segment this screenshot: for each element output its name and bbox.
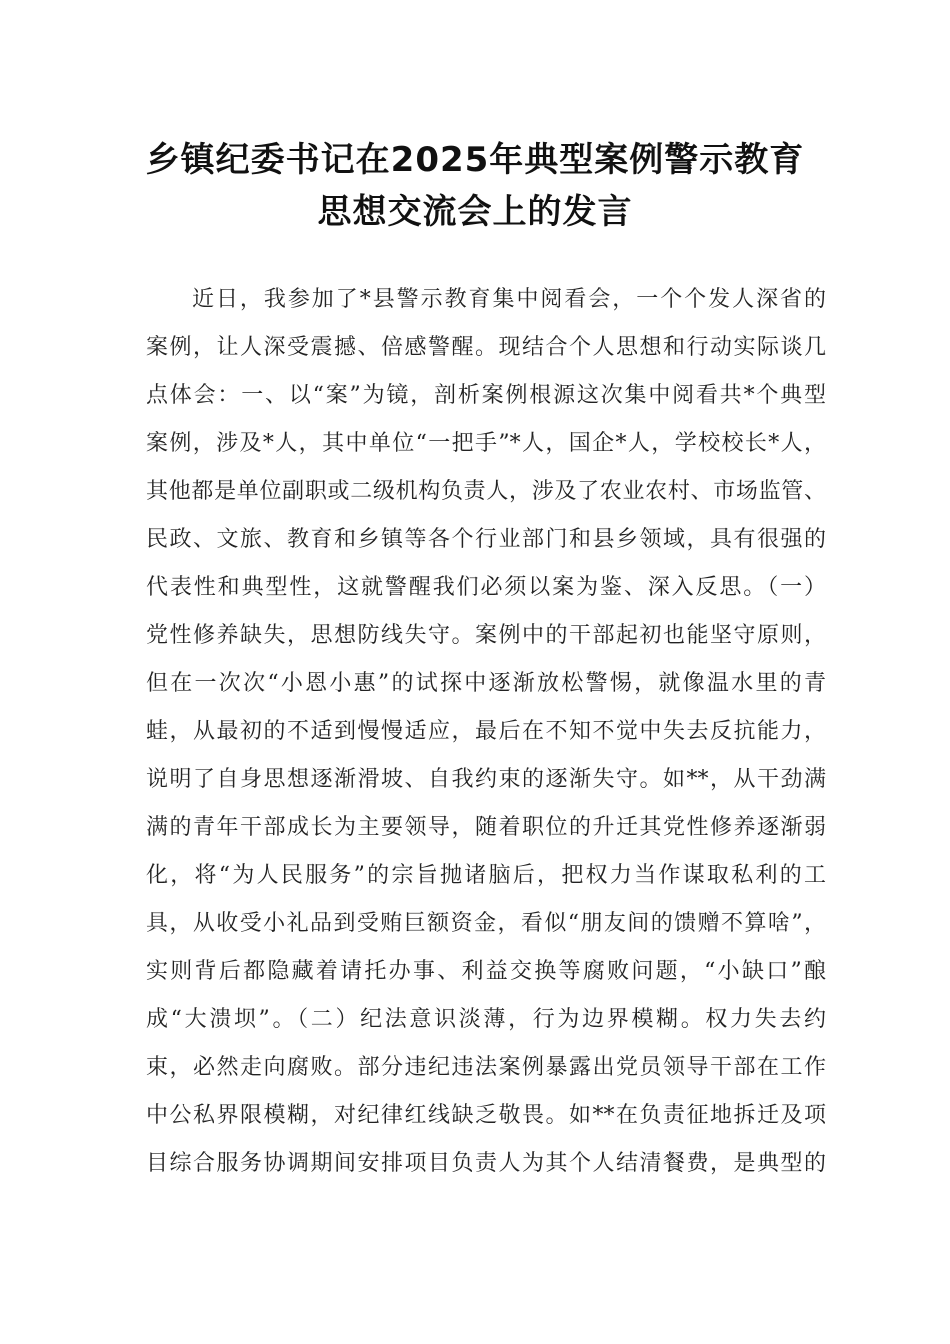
paragraph-line: 案例，让人深受震撼、倍感警醒。现结合个人思想和行动实际谈几 xyxy=(146,335,826,360)
paragraph-line: 中公私界限模糊，对纪律红线缺乏敬畏。如**在负责征地拆迁及项 xyxy=(146,1103,826,1128)
paragraph-line: 民政、文旅、教育和乡镇等各个行业部门和县乡领域，具有很强的 xyxy=(146,527,826,552)
paragraph-line: 蛙，从最初的不适到慢慢适应，最后在不知不觉中失去反抗能力， xyxy=(146,719,826,744)
paragraph-line: 满的青年干部成长为主要领导，随着职位的升迁其党性修养逐渐弱 xyxy=(146,815,826,840)
paragraph-line: 代表性和典型性，这就警醒我们必须以案为鉴、深入反思。（一） xyxy=(146,575,826,600)
paragraph-line: 近日，我参加了*县警示教育集中阅看会，一个个发人深省的 xyxy=(192,287,826,312)
paragraph-line: 具，从收受小礼品到受贿巨额资金，看似“朋友间的馈赠不算啥”， xyxy=(146,911,826,936)
document-title-line-1: 乡镇纪委书记在2025年典型案例警示教育 xyxy=(145,140,805,180)
document-title-line-2: 思想交流会上的发言 xyxy=(317,192,633,232)
document-body xyxy=(146,281,826,1193)
paragraph-line: 实则背后都隐藏着请托办事、利益交换等腐败问题，“小缺口”酿 xyxy=(146,959,826,984)
paragraph-line: 点体会：一、以“案”为镜，剖析案例根源这次集中阅看共*个典型 xyxy=(146,383,826,408)
paragraph-line: 成“大溃坝”。（二）纪法意识淡薄，行为边界模糊。权力失去约 xyxy=(146,1007,826,1032)
paragraph-line: 党性修养缺失，思想防线失守。案例中的干部起初也能坚守原则， xyxy=(146,623,826,648)
paragraph-line: 其他都是单位副职或二级机构负责人，涉及了农业农村、市场监管、 xyxy=(146,479,826,504)
paragraph-line: 案例，涉及*人，其中单位“一把手”*人，国企*人，学校校长*人， xyxy=(146,431,826,456)
paragraph-line: 束，必然走向腐败。部分违纪违法案例暴露出党员领导干部在工作 xyxy=(146,1055,826,1080)
paragraph-line: 但在一次次“小恩小惠”的试探中逐渐放松警惕，就像温水里的青 xyxy=(146,671,826,696)
paragraph-line: 化，将“为人民服务”的宗旨抛诸脑后，把权力当作谋取私利的工 xyxy=(146,863,826,888)
paragraph-line: 目综合服务协调期间安排项目负责人为其个人结清餐费，是典型的 xyxy=(146,1151,826,1176)
paragraph-line: 说明了自身思想逐渐滑坡、自我约束的逐渐失守。如**，从干劲满 xyxy=(146,767,826,792)
